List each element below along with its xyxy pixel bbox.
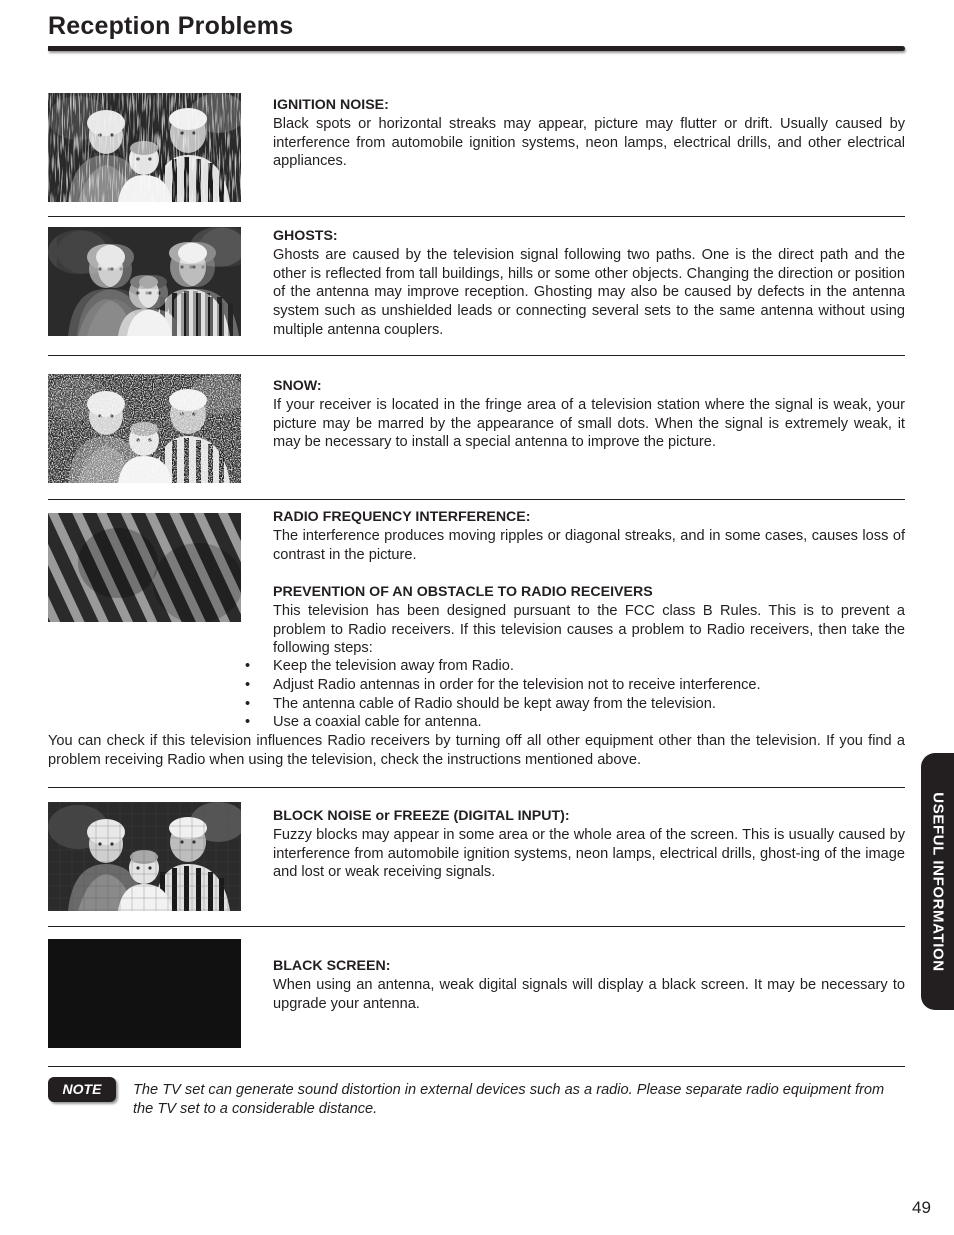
prevention-steps-list	[243, 657, 761, 732]
list-item: • Use a coaxial cable for antenna.	[245, 714, 482, 731]
block-noise-section	[273, 807, 905, 882]
black-screen-section	[273, 957, 905, 1013]
ignition-noise-heading: IGNITION NOISE:	[273, 97, 389, 113]
snow-heading: SNOW:	[273, 378, 322, 394]
snow-body: If your receiver is located in the fringe area of a television station where the signal is weak, your picture may be marred by the appearance of small dots. When the signal is extremely weak, it may be necessary to install a special antenna to improve the picture.	[273, 396, 905, 451]
section-divider	[48, 787, 905, 788]
black-screen-body: When using an antenna, weak digital signals will display a black screen. It may be necessary to upgrade your antenna.	[273, 976, 905, 1012]
snow-section	[273, 377, 905, 452]
prevention-heading: PREVENTION OF AN OBSTACLE TO RADIO RECEIVERS	[273, 584, 653, 600]
section-divider	[48, 926, 905, 927]
ignition-noise-section	[273, 96, 905, 171]
side-tab-label: USEFUL INFORMATION	[929, 791, 946, 972]
section-divider	[48, 499, 905, 500]
radio-interference-section	[273, 508, 905, 564]
ghosts-body: Ghosts are caused by the television signal following two paths. One is the direct path and the other is reflected from tall buildings, hills or some other objects. Changing the direction or position of the antenna may improve reception. Ghosting may also be caused by defects in the antenna system such as unshielded leads or connecting several sets to the same antenna without using multiple antenna couplers.	[273, 246, 905, 338]
radio-interference-image	[48, 513, 241, 622]
note-badge: NOTE	[48, 1077, 116, 1102]
radio-interference-body: The interference produces moving ripples or diagonal streaks, and in some cases, causes loss of contrast in the picture.	[273, 527, 905, 563]
ghosts-section	[273, 227, 905, 340]
list-item: • Adjust Radio antennas in order for the television not to receive interference.	[245, 676, 761, 693]
section-divider	[48, 355, 905, 356]
ignition-noise-image	[48, 93, 241, 202]
title-rule	[48, 46, 905, 51]
section-divider	[48, 1066, 905, 1067]
snow-image	[48, 374, 241, 483]
ignition-noise-body: Black spots or horizontal streaks may appear, picture may flutter or drift. Usually caused by interference from automobile ignition systems, neon lamps, electrical drills, and other electrical appliances.	[273, 115, 905, 170]
prevention-section	[273, 583, 905, 658]
block-noise-heading: BLOCK NOISE or FREEZE (DIGITAL INPUT):	[273, 808, 570, 824]
list-item: • Keep the television away from Radio.	[245, 658, 514, 674]
prevention-footer: You can check if this television influences Radio receivers by turning off all other equipment other than the television. If you find a problem receiving Radio when using the television, check the instructions mentioned above.	[48, 733, 905, 768]
list-item: • The antenna cable of Radio should be kept away from the television.	[245, 695, 716, 712]
section-divider	[48, 216, 905, 217]
note-text: The TV set can generate sound distortion in external devices such as a radio. Please separate radio equipment from the TV set to a considerable distance.	[133, 1082, 885, 1117]
ghosts-image	[48, 227, 241, 336]
black-screen-heading: BLACK SCREEN:	[273, 958, 391, 974]
useful-information-tab	[921, 753, 954, 1010]
prevention-body: This television has been designed pursuant to the FCC class B Rules. This is to prevent a problem to Radio receivers. If this television causes a problem to Radio receivers, then take the following steps:	[273, 602, 905, 657]
page-title: Reception Problems	[48, 12, 294, 40]
black-screen-image	[48, 939, 241, 1048]
ghosts-heading: GHOSTS:	[273, 228, 338, 244]
block-noise-image	[48, 802, 241, 911]
page-number: 49	[912, 1198, 931, 1217]
block-noise-body: Fuzzy blocks may appear in some area or the whole area of the screen. This is usually caused by interference from automobile ignition systems, neon lamps, electrical drills, ghost-ing of the image and lost or weak receiving signals.	[273, 826, 905, 881]
radio-interference-heading: RADIO FREQUENCY INTERFERENCE:	[273, 509, 531, 525]
